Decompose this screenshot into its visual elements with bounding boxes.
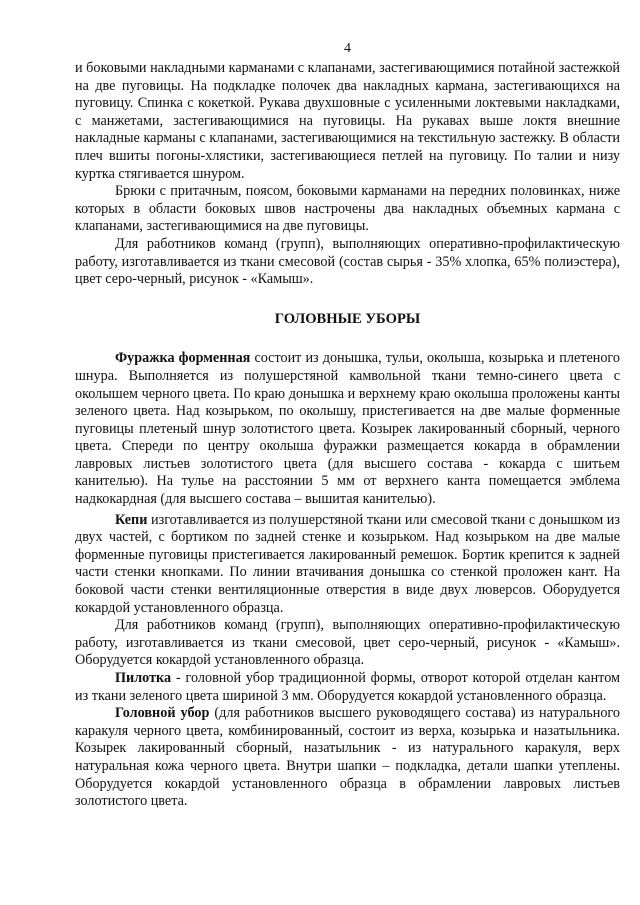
document-body [75,60,620,811]
term-golovnoy-ubor: Головной убор [115,705,210,722]
paragraph-operative-variant: Для работников команд (групп), выполняющих оперативно-профилактическую работу, изготавливается из ткани смесовой (состав сырья - 35% хлопка, 65% полиэстера), цвет серо-черный, рисунок - «Камыш». [75,235,620,288]
text-golovnoy-ubor: (для работников высшего руководящего состава) из натурального каракуля черного цвета, комбинированный, состоит из верха, козырька и назатыльника. Козырек лакированный сборный, назатыльник - из натурального каракуля, верх натуральная кожа черного цвета. Внутри шапки – подкладка, детали шапки утеплены. Оборудуется кокардой установленного образца в обрамлении лавровых листьев золотистого цвета. [75,705,620,810]
paragraph-kepi-variant: Для работников команд (групп), выполняющих оперативно-профилактическую работу, изготавливается из ткани смесовой, цвет серо-черный, рисунок - «Камыш». Оборудуется кокардой установленного образца. [75,617,620,669]
paragraph-furazhka [75,350,620,508]
paragraph-kepi [75,512,620,618]
term-pilotka: Пилотка [115,670,172,686]
text-kepi: изготавливается из полушерстяной ткани или смесовой ткани с донышком из двух частей, с бортиком по задней стенке и козырьком. Над козырьком на две малые форменные пуговицы пристегивается лакированный ремешок. Бортик крепится к задней части стенки кнопками. По линии втачивания донышка со стенкой проложен кант. На боковой части стенки вентиляционные отверстия в виде двух люверсов. Оборудуется кокардой установленного образца. [75,511,620,616]
paragraph-golovnoy-ubor [75,705,620,811]
paragraph-jacket-description: и боковыми накладными карманами с клапанами, застегивающимися потайной застежкой на две пуговицы. На подкладке полочек два накладных кармана, застегивающихся на пуговицу. Спинка с кокеткой. Рукава двухшовные с усиленными локтевыми накладками, с манжетами, застегивающимися на пуговицы. На рукавах выше локтя внешние накладные карманы с клапанами, застегивающимися на текстильную застежку. В области плеч вшиты погоны-хлястики, застегивающиеся петлей на пуговицу. По талии и низу куртка стягивается шнуром. [75,60,621,182]
term-furazhka: Фуражка форменная [115,350,251,367]
text-pilotka: - головной убор традиционной формы, отворот которой отделан кантом из ткани зеленого цвета шириной 3 мм. Оборудуется кокардой установленного образца. [75,670,620,704]
text-furazhka: состоит из донышка, тульи, околыша, козырька и плетеного шнура. Выполняется из полушерстяной камвольной ткани темно-синего цвета с околышем черного цвета. По краю донышка и верхнему краю околыша проложены канты зеленого цвета. Над козырьком, по околышу, пристегивается на две малые форменные пуговицы плетеный шнур золотистого цвета. Козырек лакированный сборный, черного цвета. Спереди по центру околыша фуражки размещается кокарда в обрамлении лавровых листьев золотистого цвета (для высшего состава - кокарда с шитьем канителью). На тулье на расстоянии 5 мм от верхнего канта помещается эмблема надкокардная (для высшего состава – вышитая канителью). [75,350,620,508]
section-heading: ГОЛОВНЫЕ УБОРЫ [274,310,421,327]
paragraph-pilotka [75,670,620,705]
page-number: 4 [344,41,351,56]
paragraph-trousers: Брюки с притачным, поясом, боковыми карманами на передних половинках, ниже которых в области боковых швов настрочены два накладных объемных кармана с клапанами, застегивающимися на две пуговицы. [75,183,620,235]
term-kepi: Кепи [115,511,148,528]
